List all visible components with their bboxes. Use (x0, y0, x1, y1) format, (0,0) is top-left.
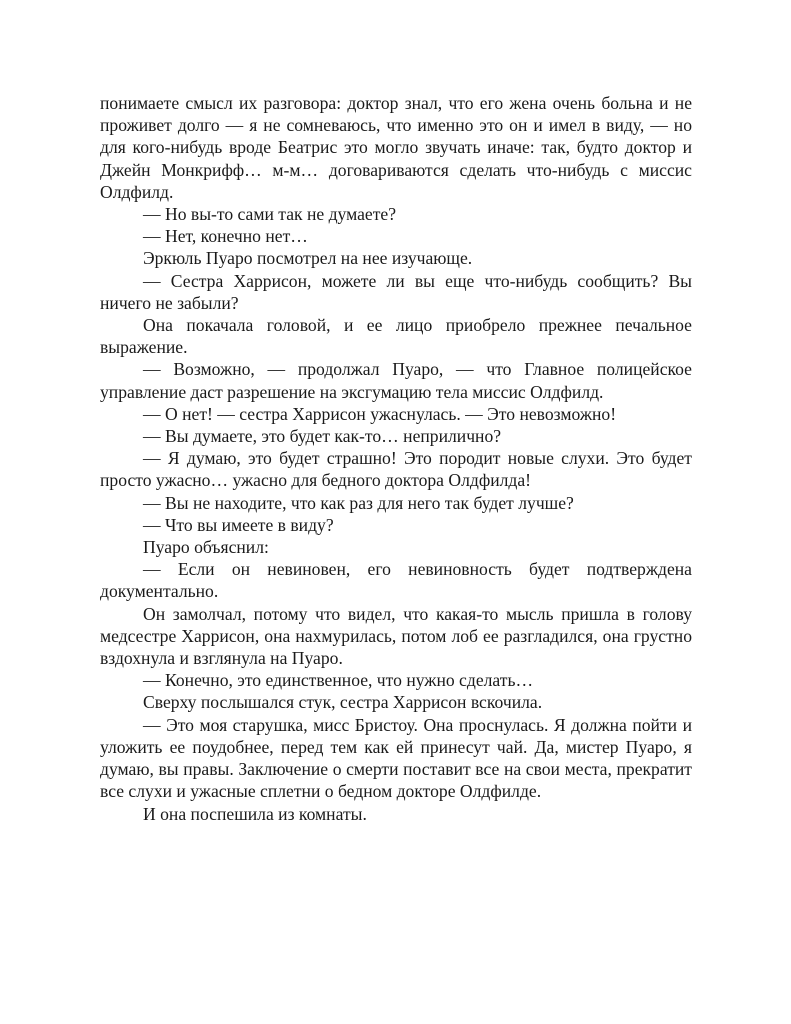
paragraph: Эркюль Пуаро посмотрел на нее изучающе. (143, 248, 473, 269)
document-page (100, 92, 692, 825)
paragraph: — О нет! — сестра Харрисон ужаснулась. — Это невозможно! (143, 403, 617, 424)
paragraph: — Нет, конечно нет… (143, 226, 308, 247)
paragraph: — Это моя старушка, мисс Бристоу. Она проснулась. Я должна пойти и уложить ее поудобнее, перед тем как ей принесут чай. Да, мистер Пуаро, я думаю, вы правы. Заключение о смерти поставит все на свои места, прекратит все слухи и ужасные сплетни о бедном докторе Олдфилде. (100, 714, 692, 802)
paragraph: — Сестра Харрисон, можете ли вы еще что-нибудь сообщить? Вы ничего не забыли? (100, 270, 692, 313)
paragraph: — Если он невиновен, его невиновность будет подтверждена документально. (100, 559, 692, 602)
paragraph: Пуаро объяснил: (143, 537, 269, 558)
paragraph: — Я думаю, это будет страшно! Это породит новые слухи. Это будет просто ужасно… ужасно для бедного доктора Олдфилда! (100, 448, 692, 491)
paragraph: Она покачала головой, и ее лицо приобрело прежнее печальное выражение. (100, 315, 692, 358)
paragraph: — Возможно, — продолжал Пуаро, — что Главное полицейское управление даст разрешение на эксгумацию тела миссис Олдфилд. (100, 359, 692, 402)
paragraph: — Но вы-то сами так не думаете? (143, 204, 397, 225)
paragraph: — Вы думаете, это будет как-то… неприлично? (143, 426, 502, 447)
paragraph: — Конечно, это единственное, что нужно сделать… (143, 670, 534, 691)
paragraph: Он замолчал, потому что видел, что какая-то мысль пришла в голову медсестре Харрисон, она нахмурилась, потом лоб ее разгладился, она грустно вздохнула и взглянула на Пуаро. (100, 603, 692, 669)
paragraph: Сверху послышался стук, сестра Харрисон вскочила. (143, 692, 543, 713)
paragraph: И она поспешила из комнаты. (143, 803, 367, 824)
paragraph: — Вы не находите, что как раз для него так будет лучше? (143, 492, 574, 513)
paragraph: понимаете смысл их разговора: доктор знал, что его жена очень больна и не проживет долго — я не сомневаюсь, что именно это он и имел в виду, — но для кого-нибудь вроде Беатрис это могло звучать иначе: так, будто доктор и Джейн Монкрифф… м-м… договариваются сделать что-нибудь с миссис Олдфилд. (100, 93, 692, 202)
paragraph: — Что вы имеете в виду? (143, 514, 334, 535)
